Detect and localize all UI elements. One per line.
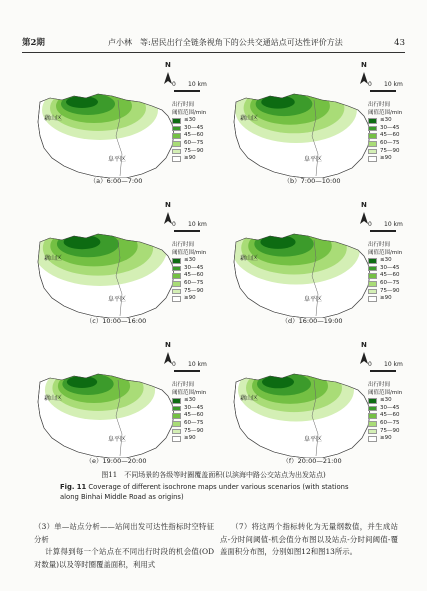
legend-label: ≤30	[184, 257, 196, 264]
legend-swatch	[368, 141, 377, 147]
scale-bar	[370, 230, 396, 232]
body-column-left	[34, 521, 214, 571]
legend-subtitle: 阈值范围/min	[172, 389, 207, 396]
legend-swatch	[368, 413, 377, 419]
legend-label: ≥90	[184, 155, 196, 162]
legend-item	[172, 405, 206, 413]
map-panel-d	[218, 198, 406, 328]
legend-label: 60—75	[380, 279, 400, 286]
legend-swatch	[368, 398, 377, 404]
legend-label: 30—45	[184, 264, 204, 271]
legend-swatch	[368, 149, 377, 155]
legend-label: 60—75	[184, 279, 204, 286]
legend-label: 75—90	[184, 427, 204, 434]
legend-item	[368, 428, 402, 436]
scale-bar	[370, 370, 396, 372]
legend-item	[368, 265, 402, 273]
legend-swatch	[368, 156, 377, 162]
scale-zero: 0	[368, 221, 372, 228]
legend-label: 45—60	[184, 132, 204, 139]
panel-caption: （f）20:00—21:00	[282, 457, 342, 465]
legend-item	[368, 257, 402, 265]
north-arrow-icon	[164, 212, 172, 224]
legend-item	[368, 125, 402, 133]
legend-item	[172, 397, 206, 405]
scale-end: 10 km	[188, 361, 207, 368]
legend-swatch	[172, 133, 181, 139]
legend-item	[368, 288, 402, 296]
map-panel-e	[22, 338, 210, 468]
legend-swatch	[172, 281, 181, 287]
legend-swatch	[172, 429, 181, 435]
legend-swatch	[172, 266, 181, 272]
scale-end: 10 km	[384, 81, 403, 88]
map-legend	[368, 382, 402, 443]
map-panel-c	[22, 198, 210, 328]
legend-label: 45—60	[184, 272, 204, 279]
legend-label: ≥90	[380, 435, 392, 442]
map-legend	[172, 382, 206, 443]
legend-swatch	[172, 398, 181, 404]
compass-label: N	[361, 341, 367, 349]
legend-swatch	[172, 149, 181, 155]
paragraph: （7）将这两个指标转化为无量纲数值，并生成站点-分时间阈值-机会值分布图以及站点-分时间阈值-覆盖面积分布图，分别如图12和图13所示。	[220, 522, 398, 556]
legend-item	[172, 148, 206, 156]
legend-item	[368, 132, 402, 140]
legend-label: 60—75	[184, 419, 204, 426]
legend-title: 出行时间	[172, 382, 195, 388]
north-arrow-icon	[360, 212, 368, 224]
legend-swatch	[172, 436, 181, 442]
legend-subtitle: 阈值范围/min	[172, 109, 207, 116]
north-arrow-icon	[360, 72, 368, 84]
legend-swatch	[368, 258, 377, 264]
legend-item	[368, 155, 402, 163]
legend-label: ≤30	[184, 117, 196, 124]
legend-swatch	[368, 133, 377, 139]
scale-bar	[174, 230, 200, 232]
legend-item	[172, 125, 206, 133]
legend-item	[368, 435, 402, 443]
legend-item	[368, 295, 402, 303]
figure-caption-en-text: Coverage of different isochrone maps under various scenarios (with stations along Binhai Middle Road as origins)	[60, 483, 349, 501]
place-label-right: 阜平区	[304, 156, 323, 163]
legend-label: 30—45	[380, 264, 400, 271]
place-label-right: 阜平区	[304, 436, 323, 443]
place-label-left: 藕山区	[44, 115, 63, 122]
legend-item	[172, 265, 206, 273]
panel-caption: （d）16:00—19:00	[281, 317, 343, 325]
legend-swatch	[172, 141, 181, 147]
body-column-right	[220, 521, 398, 559]
north-arrow-icon	[164, 72, 172, 84]
place-label-right: 阜平区	[108, 296, 127, 303]
legend-item	[368, 405, 402, 413]
legend-label: ≥90	[380, 155, 392, 162]
legend-label: 45—60	[380, 132, 400, 139]
legend-swatch	[172, 413, 181, 419]
panel-caption: （a）6:00—7:00	[89, 177, 143, 185]
legend-item	[172, 428, 206, 436]
legend-subtitle: 阈值范围/min	[368, 389, 403, 396]
legend-swatch	[368, 429, 377, 435]
scale-end: 10 km	[188, 81, 207, 88]
legend-swatch	[172, 406, 181, 412]
legend-label: 60—75	[380, 139, 400, 146]
legend-swatch	[368, 406, 377, 412]
legend-label: 75—90	[184, 287, 204, 294]
running-title: 卢小林 等:居民出行全链条视角下的公共交通站点可达性评价方法	[108, 38, 343, 47]
scale-zero: 0	[368, 81, 372, 88]
place-label-right: 阜平区	[304, 296, 323, 303]
legend-item	[172, 257, 206, 265]
legend-swatch	[172, 126, 181, 132]
legend-label: ≤30	[380, 397, 392, 404]
legend-label: 30—45	[184, 404, 204, 411]
figure-caption-cn: 图11 不同场景的各级等时圈覆盖面积(以滨海中路公交站点为出发站点)	[101, 471, 326, 479]
legend-label: ≤30	[380, 117, 392, 124]
scale-bar	[174, 370, 200, 372]
legend-swatch	[172, 258, 181, 264]
page-number: 43	[394, 38, 405, 48]
scale-zero: 0	[172, 81, 176, 88]
map-legend	[172, 102, 206, 163]
isochrone-band-0	[64, 235, 101, 249]
legend-item	[172, 420, 206, 428]
map-panel-f	[218, 338, 406, 468]
legend-item	[172, 295, 206, 303]
issue-number: 第2期	[22, 38, 45, 48]
legend-item	[368, 148, 402, 156]
scale-zero: 0	[172, 361, 176, 368]
map-legend	[172, 242, 206, 303]
legend-swatch	[172, 289, 181, 295]
legend-swatch	[172, 118, 181, 124]
place-label-right: 阜平区	[108, 156, 127, 163]
scale-zero: 0	[368, 361, 372, 368]
legend-label: 75—90	[184, 147, 204, 154]
figure-label-en: Fig. 11	[60, 483, 87, 491]
running-header	[22, 36, 405, 50]
scale-end: 10 km	[188, 221, 207, 228]
legend-item	[172, 155, 206, 163]
place-label-left: 藕山区	[44, 395, 63, 402]
map-legend	[368, 102, 402, 163]
legend-item	[368, 140, 402, 148]
legend-item	[172, 435, 206, 443]
legend-item	[368, 397, 402, 405]
legend-swatch	[368, 126, 377, 132]
scale-end: 10 km	[384, 221, 403, 228]
panel-caption: （e）19:00—20:00	[85, 457, 147, 465]
header-rule	[22, 52, 405, 53]
compass-label: N	[361, 61, 367, 69]
legend-title: 出行时间	[172, 102, 195, 108]
legend-label: ≤30	[184, 397, 196, 404]
legend-label: 75—90	[380, 147, 400, 154]
legend-swatch	[368, 273, 377, 279]
legend-label: 60—75	[184, 139, 204, 146]
legend-swatch	[172, 273, 181, 279]
place-label-left: 藕山区	[44, 255, 63, 262]
legend-label: 30—45	[380, 404, 400, 411]
legend-swatch	[368, 281, 377, 287]
paragraph: 计算得到每一个站点在不同出行时段的机会值(OD 对数量)以及等时圈覆盖面积，利用式	[34, 547, 214, 569]
legend-label: ≤30	[380, 257, 392, 264]
legend-subtitle: 阈值范围/min	[172, 249, 207, 256]
legend-label: 45—60	[380, 272, 400, 279]
legend-item	[368, 412, 402, 420]
legend-swatch	[368, 289, 377, 295]
legend-label: ≥90	[380, 295, 392, 302]
legend-swatch	[172, 296, 181, 302]
scale-bar	[370, 90, 396, 92]
legend-swatch	[368, 266, 377, 272]
legend-item	[172, 132, 206, 140]
legend-item	[172, 140, 206, 148]
map-panel-a	[22, 58, 210, 188]
place-label-right: 阜平区	[108, 436, 127, 443]
legend-label: 75—90	[380, 287, 400, 294]
legend-label: 45—60	[380, 412, 400, 419]
place-label-left: 藕山区	[240, 115, 259, 122]
isochrone-band-0	[66, 96, 98, 108]
legend-label: ≥90	[184, 435, 196, 442]
map-legend	[368, 242, 402, 303]
legend-label: ≥90	[184, 295, 196, 302]
panel-caption: （b）7:00—10:00	[283, 177, 341, 185]
figure-caption-en	[60, 482, 367, 502]
legend-label: 75—90	[380, 427, 400, 434]
panel-caption: （c）10:00—16:00	[85, 317, 147, 325]
legend-item	[172, 412, 206, 420]
compass-label: N	[361, 201, 367, 209]
compass-label: N	[165, 61, 171, 69]
legend-title: 出行时间	[368, 382, 391, 388]
compass-label: N	[165, 201, 171, 209]
legend-label: 60—75	[380, 419, 400, 426]
scale-zero: 0	[172, 221, 176, 228]
isochrone-band-0	[67, 376, 97, 388]
section-heading: （3）单—站点分析——站间出发可达性指标时空特征分析	[34, 522, 214, 544]
scale-bar	[174, 90, 200, 92]
north-arrow-icon	[360, 352, 368, 364]
legend-item	[368, 280, 402, 288]
place-label-left: 藕山区	[240, 395, 259, 402]
legend-item	[368, 272, 402, 280]
legend-label: 45—60	[184, 412, 204, 419]
legend-item	[172, 272, 206, 280]
legend-item	[172, 280, 206, 288]
legend-title: 出行时间	[172, 242, 195, 248]
legend-subtitle: 阈值范围/min	[368, 249, 403, 256]
scale-end: 10 km	[384, 361, 403, 368]
legend-label: 30—45	[184, 124, 204, 131]
north-arrow-icon	[164, 352, 172, 364]
legend-swatch	[172, 156, 181, 162]
legend-swatch	[368, 421, 377, 427]
legend-swatch	[368, 296, 377, 302]
legend-title: 出行时间	[368, 242, 391, 248]
legend-label: 30—45	[380, 124, 400, 131]
legend-swatch	[368, 436, 377, 442]
legend-swatch	[368, 118, 377, 124]
legend-swatch	[172, 421, 181, 427]
compass-label: N	[165, 341, 171, 349]
place-label-left: 藕山区	[240, 255, 259, 262]
legend-item	[368, 420, 402, 428]
legend-item	[172, 117, 206, 125]
map-panel-b	[218, 58, 406, 188]
legend-item	[172, 288, 206, 296]
legend-subtitle: 阈值范围/min	[368, 109, 403, 116]
legend-title: 出行时间	[368, 102, 391, 108]
legend-item	[368, 117, 402, 125]
